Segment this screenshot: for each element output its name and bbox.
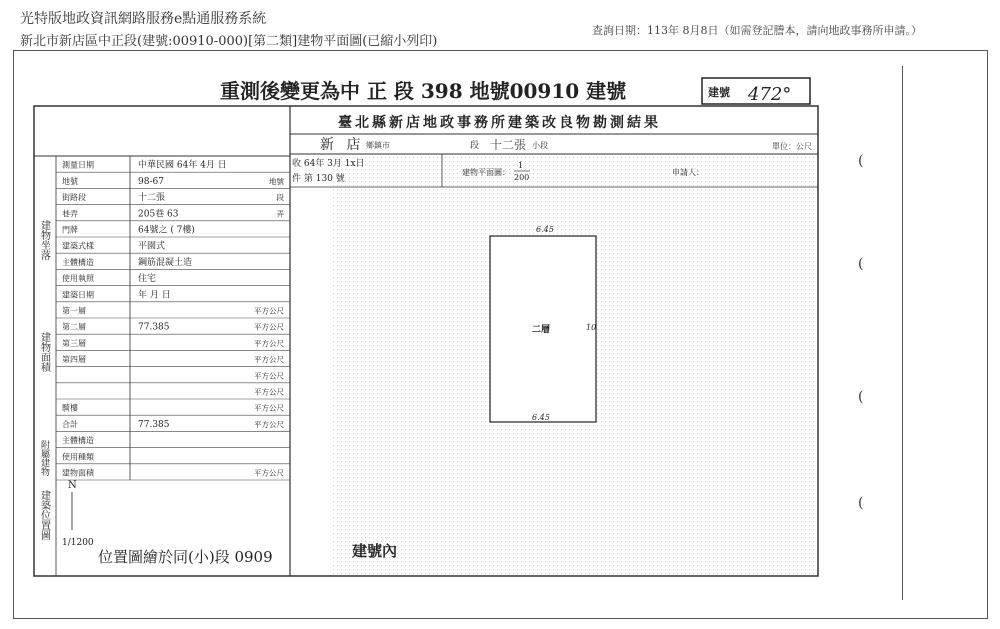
table-row-unit: 平方公尺 [254, 306, 284, 316]
location-scale: 1/1200 [62, 538, 94, 548]
table-row-value: 77.385 [138, 322, 170, 333]
table-row-label: 建物面積 [62, 468, 94, 478]
table-row-label: 第二層 [62, 322, 86, 332]
district: 新 店 [320, 137, 365, 153]
location-inner: 建號內 [352, 542, 398, 560]
table-row-label: 第三層 [62, 338, 86, 348]
side-label-area: 建物面積 [38, 332, 50, 372]
table-row-value: 中華民國 64年 4月 日 [138, 160, 227, 171]
table-row-label: 第一層 [62, 306, 86, 316]
scanned-document [20, 60, 902, 595]
table-row-unit: 平方公尺 [254, 419, 284, 429]
right-mark-2: ( [858, 256, 864, 272]
case-number: 件 第 130 號 [292, 174, 345, 184]
right-divider [902, 66, 903, 600]
side-label-position: 建築位置圖 [38, 490, 50, 540]
small-section: 十二張 [490, 138, 527, 152]
table-row-label: 測量日期 [62, 160, 94, 170]
table-row-unit: 平方公尺 [254, 403, 284, 413]
district-note: 鄉鎮市 [366, 141, 390, 150]
section-note: 段 [470, 141, 480, 151]
document-subtitle: 新北市新店區中正段(建號:00910-000)[第二類]建物平面圖(已縮小列印) [20, 34, 438, 49]
applicant-label: 申請人： [672, 168, 704, 177]
plan-top-dimension: 6.45 [536, 225, 554, 234]
table-row-label: 合計 [62, 419, 78, 429]
table-row-unit: 平方公尺 [254, 371, 284, 381]
table-row-unit: 平方公尺 [254, 322, 284, 332]
right-mark-4: ( [858, 495, 864, 511]
table-row-value: 77.385 [138, 419, 170, 430]
table-row-label: 巷弄 [62, 209, 78, 219]
scale-denominator: 200 [514, 173, 530, 182]
table-row-label: 第四層 [62, 355, 86, 365]
top-line: 重測後變更為中 正 段 398 地號00910 建號 [220, 79, 627, 103]
table-row-value: 十二張 [138, 193, 166, 204]
query-date: 查詢日期：113年 8月8日（如需登記謄本，請向地政事務所申請。） [592, 24, 922, 37]
building-no-stamp [702, 78, 810, 105]
table-row-label: 門牌 [62, 225, 78, 235]
table-row-unit: 平方公尺 [254, 355, 284, 365]
table-row-value: 年 月 日 [138, 290, 171, 301]
table-row-value: 98-67 [138, 176, 164, 187]
unit-label: 單位：公尺 [772, 142, 812, 151]
stamp-value: 472° [748, 84, 792, 105]
table-row-value: 鋼筋混凝土造 [138, 257, 193, 268]
table-row-value: 205巷 63 [138, 209, 179, 220]
table-row-label: 建築式樣 [62, 241, 94, 251]
table-row-label: 騎樓 [62, 403, 78, 413]
agency-title: 臺北縣新店地政事務所建築改良物勘測結果 [338, 115, 661, 131]
system-title: 光特版地政資訊網路服務e點通服務系統 [20, 11, 267, 27]
stamp-label: 建號 [708, 86, 730, 99]
table-row-value: 64號之 ( 7樓) [138, 225, 195, 236]
plan-bottom-dimension: 6.45 [532, 413, 550, 422]
right-mark-3: ( [858, 389, 864, 405]
table-row-value: 住宅 [138, 274, 157, 285]
location-caption: 位置圖繪於同(小)段 0909 [98, 548, 273, 566]
table-row-unit: 段 [276, 193, 284, 203]
side-label-annex: 附屬建物 [39, 440, 49, 476]
table-row-unit: 地號 [269, 176, 284, 186]
table-row-label: 使用種類 [62, 452, 94, 462]
table-row-label: 主體構造 [62, 257, 94, 267]
plan-right-dimension: 10 [586, 323, 597, 332]
receipt-date: 收 64年 3月 1x日 [292, 159, 365, 169]
right-mark-1: ( [858, 153, 864, 169]
table-row-label: 街路段 [62, 193, 86, 203]
table-row-value: 平園式 [138, 241, 166, 252]
small-section-note: 小段 [532, 141, 548, 150]
table-row-label: 使用執照 [62, 274, 94, 284]
plan-room-label: 二層 [532, 325, 551, 335]
scale-label: 建物平面圖： [462, 168, 510, 177]
table-row-unit: 弄 [276, 209, 284, 219]
north-arrow-label: N [68, 480, 77, 491]
table-row-unit: 平方公尺 [254, 338, 284, 348]
side-label-location: 建物坐落 [38, 220, 50, 260]
table-row-unit: 平方公尺 [254, 468, 284, 478]
table-row-label: 地號 [62, 176, 78, 186]
table-row-unit: 平方公尺 [254, 387, 284, 397]
table-row-label: 建築日期 [62, 290, 94, 300]
floor-plan [490, 225, 596, 422]
table-row-label: 主體構造 [62, 436, 94, 446]
scale-numerator: 1 [518, 161, 524, 170]
